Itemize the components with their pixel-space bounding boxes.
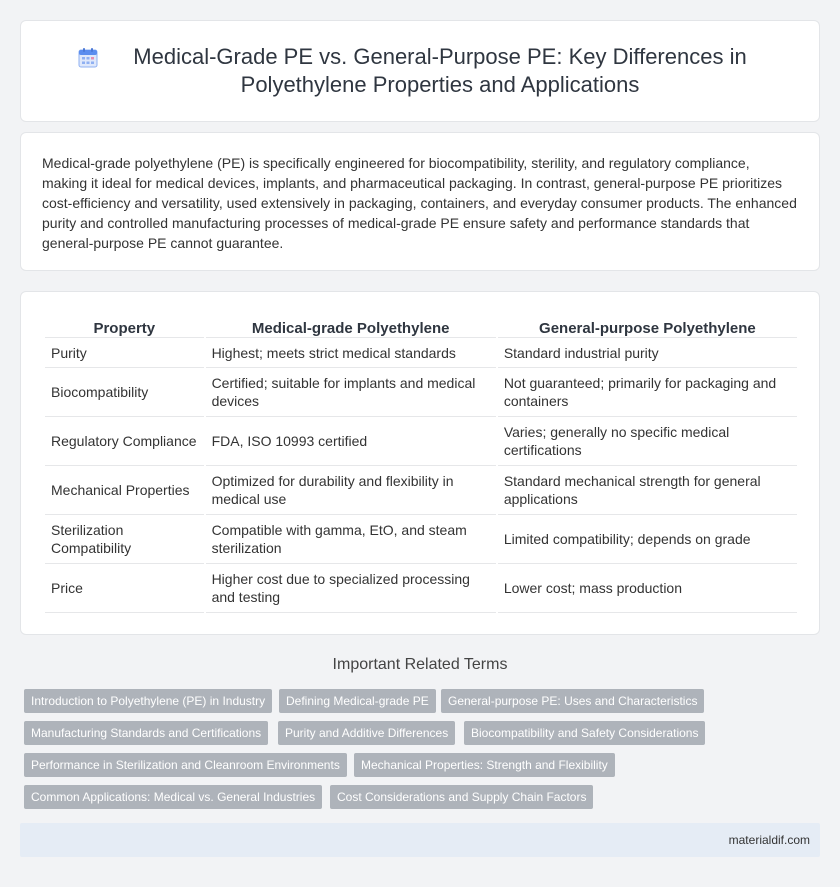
term-tag[interactable]: General-purpose PE: Uses and Characteristics: [441, 689, 704, 713]
comparison-table: [43, 314, 799, 613]
term-tag[interactable]: Manufacturing Standards and Certifications: [24, 721, 268, 745]
related-terms-title: Important Related Terms: [332, 656, 508, 673]
table-cell: Standard mechanical strength for general applications: [498, 466, 797, 515]
footer-site[interactable]: materialdif.com: [728, 833, 810, 847]
table-cell: Purity: [45, 338, 204, 368]
table-cell: Highest; meets strict medical standards: [206, 338, 496, 368]
column-header-property: Property: [45, 314, 204, 338]
table-cell: Not guaranteed; primarily for packaging and containers: [498, 368, 797, 417]
term-tag[interactable]: Cost Considerations and Supply Chain Factors: [330, 785, 593, 809]
comparison-table-card: [20, 291, 820, 635]
table-row: [45, 338, 797, 368]
table-cell: Compatible with gamma, EtO, and steam sterilization: [206, 515, 496, 564]
column-header-medical: Medical-grade Polyethylene: [206, 314, 496, 338]
term-tag[interactable]: Common Applications: Medical vs. General Industries: [24, 785, 322, 809]
term-tag[interactable]: Biocompatibility and Safety Considerations: [464, 721, 705, 745]
term-tag[interactable]: Purity and Additive Differences: [278, 721, 455, 745]
table-cell: Certified; suitable for implants and medical devices: [206, 368, 496, 417]
table-cell: FDA, ISO 10993 certified: [206, 417, 496, 466]
table-cell: Varies; generally no specific medical certifications: [498, 417, 797, 466]
table-row: [45, 466, 797, 515]
table-row: [45, 515, 797, 564]
header-card: [20, 20, 820, 122]
footer-bar: [20, 823, 820, 857]
table-cell: Regulatory Compliance: [45, 417, 204, 466]
table-cell: Limited compatibility; depends on grade: [498, 515, 797, 564]
intro-paragraph: Medical-grade polyethylene (PE) is specifically engineered for biocompatibility, sterility, and regulatory compliance, making it ideal for medical devices, implants, and pharmaceutical packaging. In contrast, general-purpose PE prioritizes cost-efficiency and versatility, used extensively in packaging, containers, and everyday consumer products. The enhanced purity and controlled manufacturing processes of medical-grade PE ensure safety and performance standards that general-purpose PE cannot guarantee.: [42, 155, 797, 251]
table-header-row: [45, 314, 797, 338]
table-cell: Lower cost; mass production: [498, 564, 797, 613]
table-cell: Price: [45, 564, 204, 613]
table-cell: Standard industrial purity: [498, 338, 797, 368]
term-tag[interactable]: Mechanical Properties: Strength and Flexibility: [354, 753, 615, 777]
term-tag[interactable]: Performance in Sterilization and Cleanroom Environments: [24, 753, 347, 777]
column-header-general: General-purpose Polyethylene: [498, 314, 797, 338]
term-tag[interactable]: Introduction to Polyethylene (PE) in Industry: [24, 689, 272, 713]
intro-card: [20, 132, 820, 271]
table-row: [45, 417, 797, 466]
table-cell: Sterilization Compatibility: [45, 515, 204, 564]
table-cell: Higher cost due to specialized processing and testing: [206, 564, 496, 613]
page-title: Medical-Grade PE vs. General-Purpose PE: Key Differences in Polyethylene Properties and Applications: [133, 44, 747, 97]
table-row: [45, 564, 797, 613]
table-cell: Mechanical Properties: [45, 466, 204, 515]
table-row: [45, 368, 797, 417]
term-tag[interactable]: Defining Medical-grade PE: [279, 689, 436, 713]
table-cell: Biocompatibility: [45, 368, 204, 417]
table-cell: Optimized for durability and flexibility in medical use: [206, 466, 496, 515]
